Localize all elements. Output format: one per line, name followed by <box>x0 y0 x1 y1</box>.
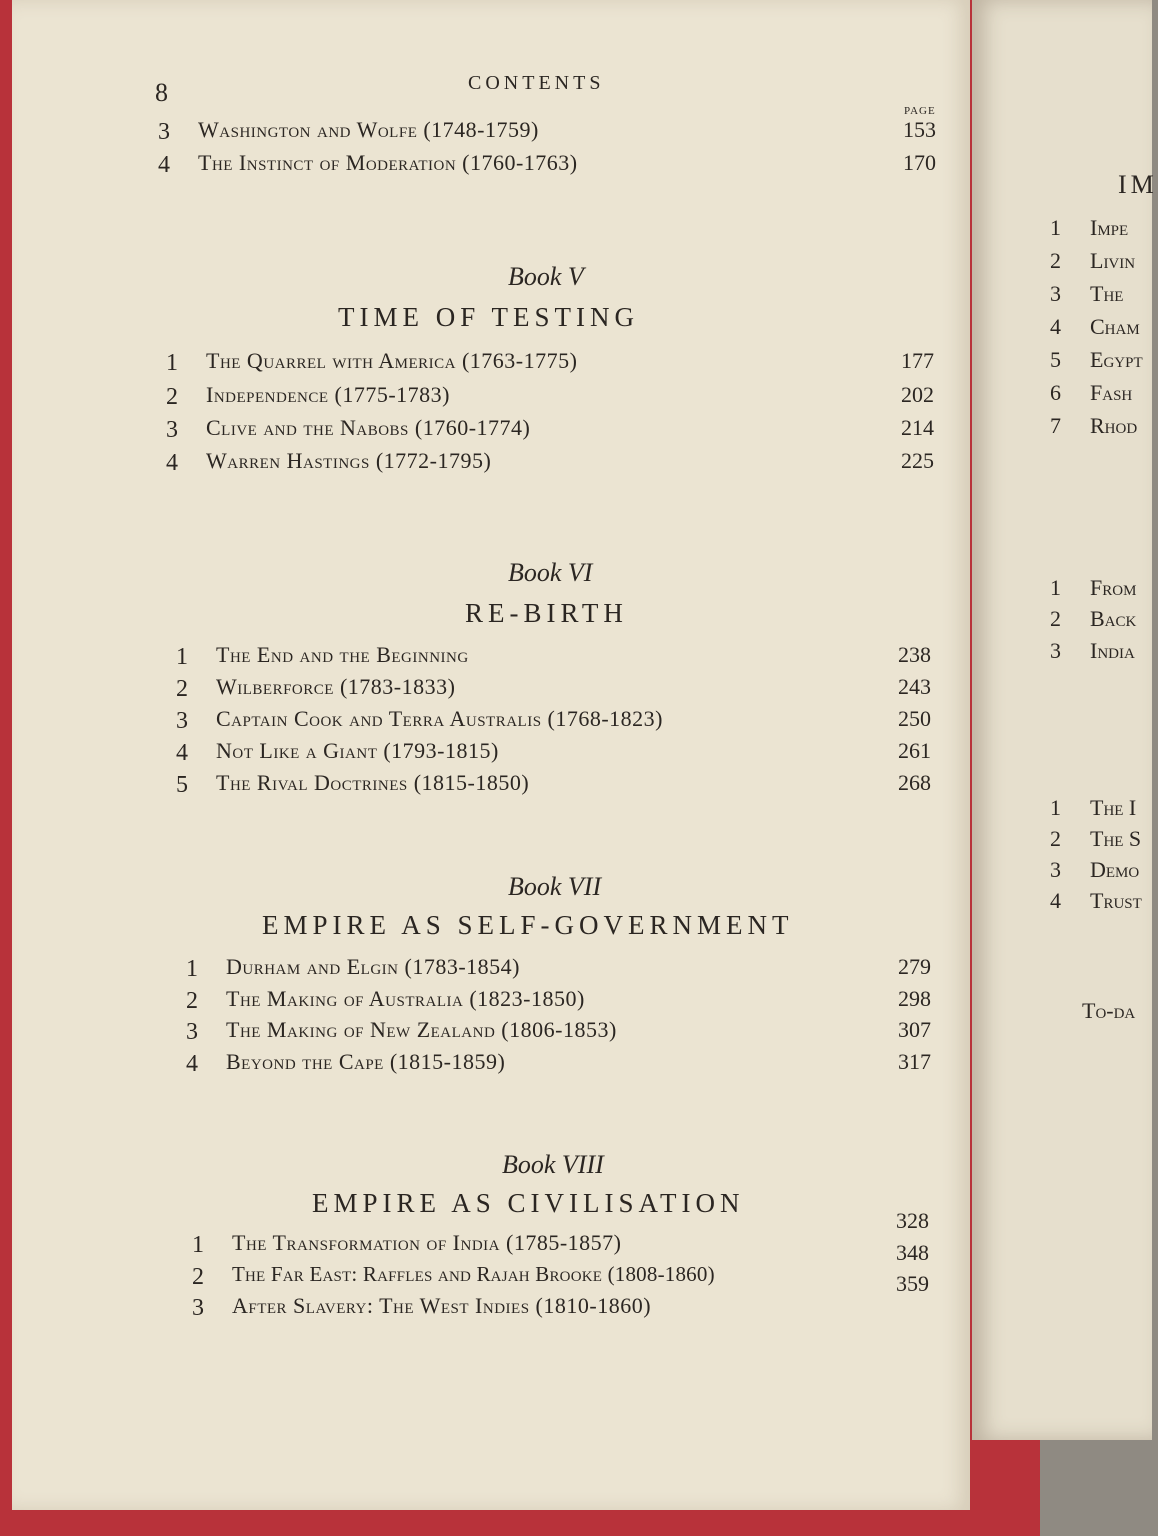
toc-entry <box>186 954 936 988</box>
toc-entry <box>186 1017 936 1051</box>
entry-number: 4 <box>176 740 188 766</box>
entry-page: 307 <box>898 1017 931 1042</box>
entry-title: From <box>1090 575 1137 600</box>
toc-entry <box>166 448 946 482</box>
entry-page: 298 <box>898 986 931 1011</box>
entry-title: Fash <box>1090 380 1133 405</box>
entry-number: 4 <box>1050 888 1061 913</box>
entry-number: 5 <box>176 772 188 798</box>
entry-number: 2 <box>1050 248 1061 273</box>
entry-page: 153 <box>903 117 936 142</box>
entry-page: 170 <box>903 150 936 175</box>
entry-number: 3 <box>158 119 170 145</box>
entry-title: Demo <box>1090 857 1140 882</box>
entry-page: 225 <box>901 448 934 473</box>
entry-title: Back <box>1090 606 1137 631</box>
entry-number: 7 <box>1050 413 1061 438</box>
entry-page: 328 <box>896 1208 929 1233</box>
toc-entry <box>176 770 936 804</box>
entry-number: 3 <box>1050 281 1061 306</box>
right-page-footer: To-da <box>1082 998 1136 1023</box>
entry-page: 250 <box>898 706 931 731</box>
entry-number: 2 <box>166 384 178 410</box>
toc-entry <box>192 1208 932 1264</box>
entry-title: Durham and Elgin (1783-1854) <box>226 954 520 979</box>
entry-title: The Rival Doctrines (1815-1850) <box>216 770 530 795</box>
toc-entry <box>176 642 936 676</box>
entry-number: 5 <box>1050 347 1061 372</box>
entry-number: 3 <box>166 417 178 443</box>
toc-entry <box>176 706 936 740</box>
toc-entry <box>186 1049 936 1083</box>
entry-number: 1 <box>1050 795 1061 820</box>
entry-title: Impe <box>1090 215 1129 240</box>
toc-entry <box>166 415 946 449</box>
entry-number: 4 <box>186 1051 198 1077</box>
entry-title: The Making of New Zealand (1806-1853) <box>226 1017 617 1042</box>
entry-page: 279 <box>898 954 931 979</box>
entry-page: 214 <box>901 415 934 440</box>
entry-number: 4 <box>158 152 170 178</box>
entry-number: 4 <box>1050 314 1061 339</box>
entry-title: The End and the Beginning <box>216 642 469 667</box>
entry-title: Trust <box>1090 888 1142 913</box>
entry-title: The S <box>1090 826 1142 851</box>
entry-number: 1 <box>186 956 198 982</box>
entry-page: 261 <box>898 738 931 763</box>
entry-title: Livin <box>1090 248 1136 273</box>
entry-page: 317 <box>898 1049 931 1074</box>
entry-number: 1 <box>1050 215 1061 240</box>
entry-number: 3 <box>1050 857 1061 882</box>
page-number: 8 <box>155 78 168 107</box>
entry-number: 4 <box>166 450 178 476</box>
book-title: RE-BIRTH <box>465 598 628 628</box>
running-head: CONTENTS <box>468 72 605 94</box>
entry-page: 238 <box>898 642 931 667</box>
entry-title: Wilberforce (1783-1833) <box>216 674 456 699</box>
entry-title: The I <box>1090 795 1137 820</box>
entry-number: 3 <box>1050 638 1061 663</box>
entry-number: 2 <box>1050 606 1061 631</box>
toc-entry <box>186 986 936 1020</box>
toc-entry <box>166 382 946 416</box>
page-column-label: PAGE <box>904 105 936 117</box>
entry-number: 3 <box>192 1295 204 1321</box>
entry-number: 6 <box>1050 380 1061 405</box>
entry-title: Not Like a Giant (1793-1815) <box>216 738 499 763</box>
entry-number: 1 <box>176 644 188 670</box>
toc-entry <box>166 348 946 382</box>
book-title: EMPIRE AS CIVILISATION <box>312 1188 745 1218</box>
entry-title: Egypt <box>1090 347 1143 372</box>
entry-title: Clive and the Nabobs (1760-1774) <box>206 415 531 440</box>
right-page-heading: IM <box>1118 170 1158 199</box>
entry-title: The Instinct of Moderation (1760-1763) <box>198 150 578 175</box>
entry-number: 3 <box>186 1019 198 1045</box>
toc-entry <box>176 738 936 772</box>
entry-page: 202 <box>901 382 934 407</box>
entry-title: Cham <box>1090 314 1140 339</box>
toc-entry <box>158 117 948 151</box>
toc-entry <box>176 674 936 708</box>
entry-page: 348 <box>896 1240 929 1265</box>
entry-title: Beyond the Cape (1815-1859) <box>226 1049 506 1074</box>
entry-title: The Far East: Raffles and Rajah Brooke (1808-1860) <box>232 1262 715 1286</box>
entry-number: 2 <box>1050 826 1061 851</box>
entry-title: India <box>1090 638 1135 663</box>
entry-title: Rhod <box>1090 413 1138 438</box>
entry-number: 2 <box>192 1264 204 1290</box>
book-title: TIME OF TESTING <box>338 302 639 332</box>
entry-title: The Making of Australia (1823-1850) <box>226 986 585 1011</box>
entry-page: 177 <box>901 348 934 373</box>
toc-entry <box>158 150 948 184</box>
entry-title: Captain Cook and Terra Australis (1768-1823) <box>216 706 664 731</box>
entry-number: 1 <box>1050 575 1061 600</box>
entry-title: Washington and Wolfe (1748-1759) <box>198 117 539 142</box>
book-title: EMPIRE AS SELF-GOVERNMENT <box>262 910 794 940</box>
entry-title: The Transformation of India (1785-1857) <box>232 1230 622 1255</box>
entry-title: After Slavery: The West Indies (1810-1860) <box>232 1293 652 1318</box>
entry-page: 268 <box>898 770 931 795</box>
entry-page: 359 <box>896 1271 929 1296</box>
book-label: Book VIII <box>502 1150 604 1179</box>
entry-number: 1 <box>192 1232 204 1258</box>
book-label: Book VI <box>508 558 593 587</box>
book-label: Book VII <box>508 872 602 901</box>
entry-number: 2 <box>186 988 198 1014</box>
entry-number: 1 <box>166 350 178 376</box>
book-label: Book V <box>508 262 584 291</box>
entry-page: 243 <box>898 674 931 699</box>
entry-number: 3 <box>176 708 188 734</box>
entry-title: The Quarrel with America (1763-1775) <box>206 348 578 373</box>
entry-title: Warren Hastings (1772-1795) <box>206 448 492 473</box>
entry-title: Independence (1775-1783) <box>206 382 450 407</box>
entry-number: 2 <box>176 676 188 702</box>
entry-title: The <box>1090 281 1124 306</box>
